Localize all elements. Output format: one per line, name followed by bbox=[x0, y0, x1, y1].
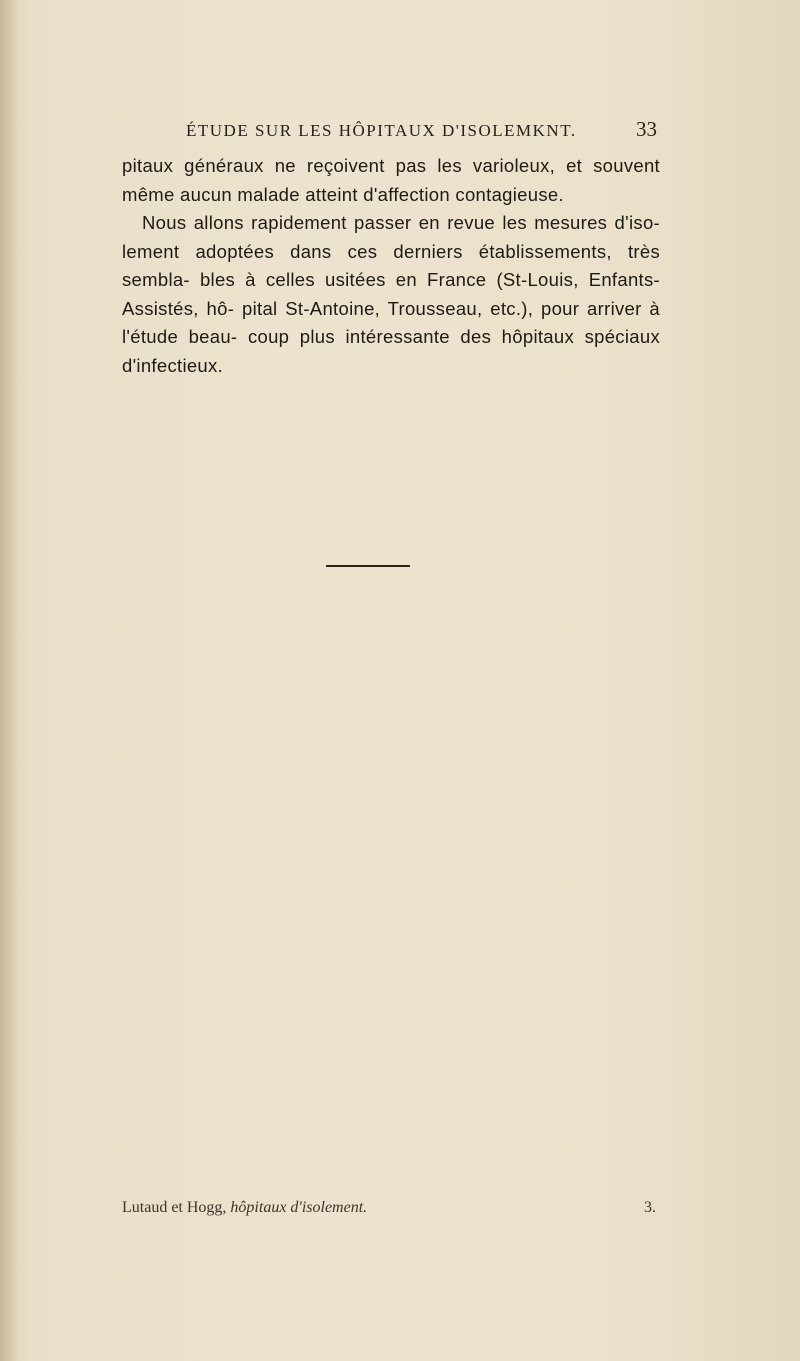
footer-line bbox=[122, 1199, 656, 1217]
footer-title: hôpitaux d'isolement. bbox=[230, 1199, 368, 1216]
paragraph: Nous allons rapidement passer en revue les mesures d'iso- lement adoptées dans ces derniers établissements, très sembla- bles à celles usitées en France (St-Louis, Enfants-Assistés, hô- pital St-Antoine, Trousseau, etc.), pour arriver à l'étude beau- coup plus intéressante des hôpitaux spéciaux d'infectieux. bbox=[122, 212, 660, 376]
running-head: ÉTUDE SUR LES HÔPITAUX D'ISOLEMKNT. bbox=[186, 121, 577, 140]
signature-mark: 3. bbox=[644, 1199, 656, 1216]
page-number: 33 bbox=[636, 117, 657, 141]
body-text bbox=[122, 152, 660, 380]
page-edge-shadow bbox=[0, 0, 18, 1361]
paragraph: pitaux généraux ne reçoivent pas les varioleux, et souvent même aucun malade atteint d'affection contagieuse. bbox=[122, 155, 660, 205]
section-divider bbox=[326, 565, 410, 567]
footer-authors: Lutaud et Hogg, bbox=[122, 1199, 227, 1216]
